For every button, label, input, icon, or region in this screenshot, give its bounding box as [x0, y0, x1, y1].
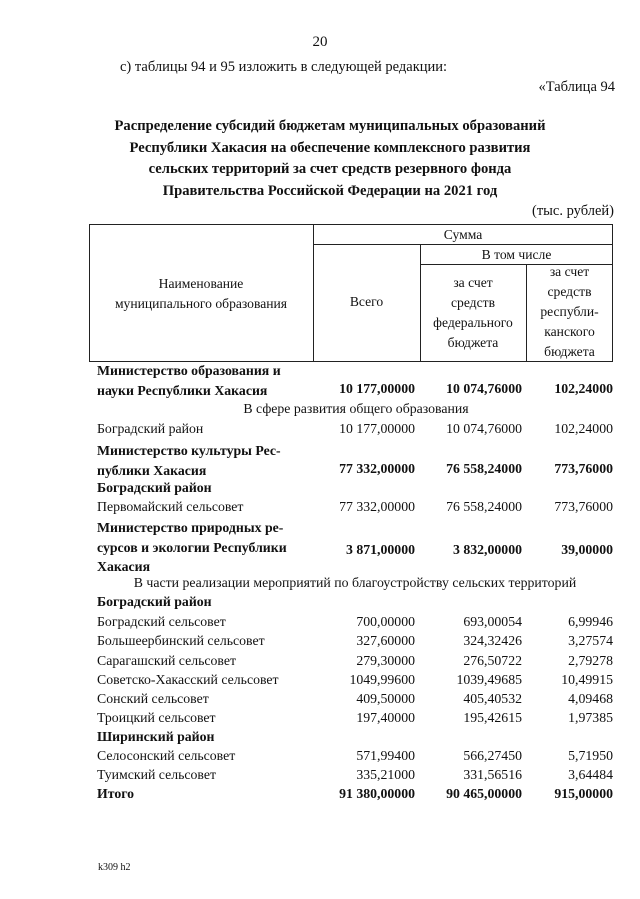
title-line: Распределение субсидий бюджетам муниципальных образований [114, 118, 546, 134]
header-republic: за счет средств республи- канского бюджета [540, 264, 599, 359]
row-total: 327,60000 [356, 633, 415, 648]
row-federal: 76 558,24000 [446, 499, 522, 514]
row-total: 77 332,00000 [339, 461, 415, 476]
title-line: сельских территорий за счет средств резервного фонда [148, 161, 512, 177]
row-republic: 773,76000 [554, 499, 613, 514]
row-total: 77 332,00000 [339, 499, 415, 514]
page-number: 20 [312, 34, 328, 50]
header-sum: Сумма [443, 227, 483, 242]
row-name: Сонский сельсовет [97, 691, 209, 706]
footer-code: k309 h2 [98, 862, 131, 873]
row-federal: 76 558,24000 [446, 461, 522, 476]
row-name: Боградский сельсовет [97, 614, 226, 629]
row-total: 3 871,00000 [346, 542, 415, 557]
row-name: Боградский район [97, 480, 212, 495]
row-republic: 5,71950 [568, 748, 613, 763]
table-row [97, 518, 615, 575]
unit-label: (тыс. рублей) [532, 203, 614, 219]
row-total: 335,21000 [356, 767, 415, 782]
row-federal: 10 074,76000 [446, 381, 522, 396]
header-including: В том числе [481, 247, 552, 262]
row-republic: 102,24000 [554, 381, 613, 396]
row-name: Селосонский сельсовет [97, 748, 236, 763]
row-republic: 4,09468 [568, 691, 613, 706]
row-total: 197,40000 [356, 710, 415, 725]
table-header [89, 224, 613, 362]
row-total: 91 380,00000 [339, 786, 415, 801]
row-total: 571,99400 [356, 748, 415, 763]
title-line: Правительства Российской Федерации на 2021 год [162, 182, 498, 199]
row-federal: 276,50722 [463, 653, 522, 668]
header-federal: за счет средств федерального бюджета [433, 275, 513, 350]
row-federal: 3 832,00000 [453, 542, 522, 557]
row-federal: 324,32426 [463, 633, 522, 648]
row-name: Советско-Хакасский сельсовет [97, 672, 279, 687]
row-republic: 915,00000 [554, 786, 613, 801]
row-federal: 405,40532 [463, 691, 522, 706]
title-line: Республики Хакасия на обеспечение комплексного развития [129, 139, 531, 156]
row-total: 700,00000 [356, 614, 415, 629]
header-name-column: Наименование муниципального образования [114, 276, 288, 311]
row-republic: 2,79278 [568, 653, 613, 668]
row-name: Министерство образования и науки Республики Хакасия [97, 363, 281, 398]
row-name: Итого [97, 786, 135, 801]
row-republic: 102,24000 [554, 421, 613, 436]
document-title [60, 116, 600, 202]
row-name: Ширинский район [97, 729, 215, 744]
row-name: Туимский сельсовет [97, 767, 216, 782]
table-reference: «Таблица 94 [538, 79, 615, 95]
row-federal: 10 074,76000 [446, 421, 522, 436]
row-federal: 195,42615 [463, 710, 522, 725]
row-name: Большеербинский сельсовет [97, 633, 265, 648]
row-federal: 1039,49685 [456, 672, 522, 687]
row-name: Министерство культуры Рес- публики Хакасия [97, 443, 281, 478]
section-heading: В сфере развития общего образования [243, 401, 469, 416]
row-federal: 566,27450 [463, 748, 522, 763]
row-name: Министерство природных ре- сурсов и экологии Республики Хакасия [97, 520, 287, 574]
section-heading: В части реализации мероприятий по благоустройству сельских территорий [133, 575, 577, 590]
table-row [97, 361, 615, 401]
row-total: 10 177,00000 [339, 381, 415, 396]
row-name: Первомайский сельсовет [97, 499, 244, 514]
row-name: Сарагашский сельсовет [97, 653, 236, 668]
table-row [97, 441, 615, 481]
row-republic: 39,00000 [561, 542, 613, 557]
row-total: 279,30000 [356, 653, 415, 668]
row-republic: 773,76000 [554, 461, 613, 476]
row-republic: 1,97385 [568, 710, 613, 725]
row-name: Боградский район [97, 421, 204, 436]
row-federal: 90 465,00000 [446, 786, 522, 801]
row-name: Боградский район [97, 594, 212, 609]
intro-text: с) таблицы 94 и 95 изложить в следующей редакции: [120, 59, 448, 75]
row-total: 409,50000 [356, 691, 415, 706]
row-republic: 10,49915 [561, 672, 613, 687]
row-republic: 6,99946 [568, 614, 613, 629]
row-name: Троицкий сельсовет [97, 710, 216, 725]
row-republic: 3,64484 [568, 767, 613, 782]
row-federal: 331,56516 [463, 767, 522, 782]
row-federal: 693,00054 [463, 614, 522, 629]
row-republic: 3,27574 [568, 633, 613, 648]
header-total: Всего [349, 294, 384, 309]
row-total: 1049,99600 [349, 672, 415, 687]
row-total: 10 177,00000 [339, 421, 415, 436]
